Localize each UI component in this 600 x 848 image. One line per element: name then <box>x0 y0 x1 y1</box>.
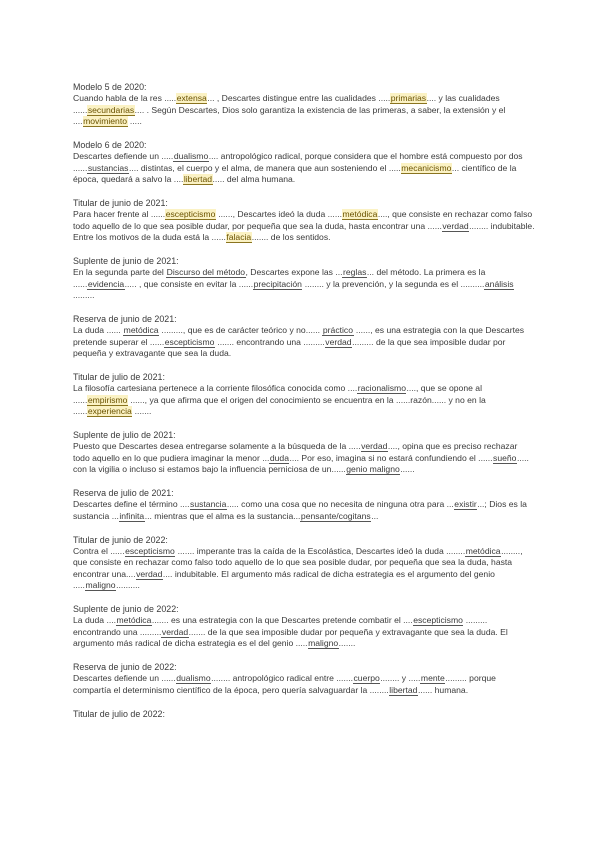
exam-question-block <box>73 662 535 696</box>
text-run: La duda ...... <box>73 325 124 336</box>
text-run: Cuando habla de la res ..... <box>73 93 177 104</box>
question-text <box>73 673 535 696</box>
text-run: ......... de la que sea imposible dudar por pequeña y extravagante que sea la duda. <box>73 336 508 359</box>
text-run: Para hacer frente al ...... <box>73 209 166 220</box>
question-heading: Reserva de julio de 2021: <box>73 488 174 499</box>
underlined-answer: verdad <box>361 441 388 452</box>
text-run: ..... , que consiste en evitar la ...... <box>124 278 254 289</box>
exam-question-block <box>73 430 535 476</box>
text-run: ..... del alma humana. <box>212 174 296 185</box>
underlined-answer: Discurso del método <box>166 267 246 278</box>
underlined-answer: metódica <box>465 546 501 557</box>
question-heading: Titular de junio de 2021: <box>73 198 168 209</box>
text-run: ... científico de la época, quedará a salvo la .... <box>73 162 519 185</box>
text-run: .... y las cualidades ...... <box>73 93 503 115</box>
underlined-answer: verdad <box>161 626 189 637</box>
text-run: En la segunda parte del <box>73 267 167 278</box>
text-run: .......... <box>116 580 140 591</box>
text-run: .... antropológico radical, porque considera que el hombre está compuesto por dos ...... <box>73 151 525 173</box>
underlined-answer: escepticismo <box>413 615 463 626</box>
underlined-answer: sustancia <box>190 499 227 510</box>
underlined-answer: mente <box>420 673 445 684</box>
question-text <box>73 615 535 649</box>
highlighted-answer: secundarias <box>87 104 135 115</box>
underlined-answer: análisis <box>484 278 514 289</box>
text-run: Descartes define el término .... <box>73 499 190 510</box>
underlined-answer: genio maligno <box>346 464 400 475</box>
exam-question-block <box>73 604 535 650</box>
underlined-answer: metódica <box>116 615 152 626</box>
underlined-answer: pensante/cogitans <box>300 510 371 521</box>
text-run: .... Por eso, imagina si no estará confundiendo el ...... <box>289 452 493 463</box>
underlined-answer: escepticismo <box>164 336 215 347</box>
highlighted-answer: primarias <box>390 93 427 104</box>
highlighted-answer: mecanicismo <box>401 162 452 173</box>
exam-question-block <box>73 314 535 360</box>
question-text <box>73 383 535 417</box>
exam-question-block <box>73 256 535 302</box>
text-run: Descartes defiende un ..... <box>73 151 174 162</box>
text-run: ......, ya que afirma que el origen del conocimiento se encuentra en la ......razón...... y no en la ...... <box>73 394 489 417</box>
text-run: ....... <box>338 638 356 649</box>
question-text <box>73 546 535 592</box>
highlighted-answer: escepticismo <box>165 209 216 220</box>
highlighted-answer: experiencia <box>87 406 132 417</box>
underlined-answer: infinita <box>119 510 145 521</box>
text-run: ........ antropológico radical entre ....... <box>211 673 353 684</box>
text-run: ..... con la vigilia o incluso si estamos bajo la influencia perniciosa de un...... <box>73 452 532 475</box>
exam-question-block <box>73 488 535 522</box>
text-run: .... indubitable. El argumento más radical de dicha estrategia es el argumento del genio ..... <box>73 568 498 591</box>
underlined-answer: sustancias <box>87 162 129 173</box>
text-run: ...., opina que es preciso rechazar todo aquello en lo que pudiera imaginar la menor ... <box>73 441 520 463</box>
highlighted-answer: libertad <box>183 174 213 185</box>
underlined-answer: racionalismo <box>357 383 406 394</box>
question-text <box>73 93 535 127</box>
text-run: ....... encontrando una ......... <box>214 336 325 347</box>
question-text <box>73 325 535 359</box>
text-run: ...., que consiste en rechazar como falso todo aquello de lo que sea posible dudar, por pequeña que sea la duda, hasta encontrar una ...... <box>73 209 535 231</box>
text-run: ... mientras que el alma es la sustancia... <box>144 510 301 521</box>
text-run: Puesto que Descartes desea entregarse solamente a la búsqueda de la ..... <box>73 441 361 452</box>
exam-question-block <box>73 140 535 186</box>
text-run: ........ indubitable. Entre los motivos de la duda está la ...... <box>73 220 537 243</box>
question-text <box>73 209 535 243</box>
question-text <box>73 151 535 185</box>
question-heading: Suplente de junio de 2021: <box>73 256 179 267</box>
text-run: ......... porque compartía el determinismo científico de la época, pero quería salvaguardar la ........ <box>73 673 499 695</box>
underlined-answer: precipitación <box>253 278 302 289</box>
text-run: ...... <box>400 464 415 475</box>
highlighted-answer: falacia <box>226 232 252 243</box>
underlined-answer: verdad <box>136 568 163 579</box>
underlined-answer: evidencia <box>87 278 125 289</box>
question-heading: Modelo 6 de 2020: <box>73 140 147 151</box>
text-run: , Descartes expone las ... <box>245 267 343 278</box>
underlined-answer: metódica <box>123 325 159 336</box>
exam-question-block <box>73 198 535 244</box>
text-run: Descartes defiende un ...... <box>73 673 176 684</box>
text-run: ... <box>371 510 379 521</box>
exam-question-block <box>73 535 535 592</box>
underlined-answer: maligno <box>85 580 116 591</box>
text-run: ....... de la que sea imposible dudar por pequeña y extravagante que sea la duda. El argumento más radical de dicha estrategia es el del genio ..... <box>73 626 511 649</box>
document-body <box>73 82 535 733</box>
highlighted-answer: metódica <box>342 209 378 220</box>
underlined-answer: verdad <box>442 220 469 231</box>
text-run: .... . Según Descartes, Dios solo garantiza la existencia de las primeras, a saber, la extensión y el .... <box>73 104 508 127</box>
text-run: ....... imperante tras la caída de la Escolástica, Descartes ideó la duda ........ <box>175 546 466 557</box>
underlined-answer: cuerpo <box>353 673 380 684</box>
question-heading: Suplente de julio de 2021: <box>73 430 176 441</box>
text-run: ........, que consiste en rechazar como falso todo aquello de lo que sea posible dudar, por pequeña que sea la duda, hasta encontrar una.... <box>73 546 525 579</box>
text-run: ........., que es de carácter teórico y no...... <box>159 325 323 336</box>
text-run: Contra el ...... <box>73 546 125 557</box>
text-run: La filosofía cartesiana pertenece a la corriente filosófica conocida como .... <box>73 383 358 394</box>
text-run: ....... de los sentidos. <box>251 232 331 243</box>
underlined-answer: dualismo <box>176 673 211 684</box>
text-run: ... del método. La primera es la ...... <box>73 267 488 289</box>
underlined-answer: duda <box>269 452 289 463</box>
highlighted-answer: empirismo <box>87 394 128 405</box>
question-text <box>73 441 535 475</box>
text-run: .... distintas, el cuerpo y el alma, de manera que aun sosteniendo el ..... <box>128 162 401 173</box>
text-run: La duda .... <box>73 615 117 626</box>
question-heading: Titular de junio de 2022: <box>73 534 168 545</box>
underlined-answer: sueño <box>493 452 517 463</box>
question-heading: Titular de julio de 2021: <box>73 372 165 383</box>
text-run: ......... <box>73 278 517 301</box>
exam-question-block <box>73 372 535 418</box>
exam-question-block <box>73 709 535 720</box>
underlined-answer: práctico <box>322 325 353 336</box>
exam-question-block <box>73 82 535 128</box>
text-run: ......, es una estrategia con la que Descartes pretende superar el ...... <box>73 325 527 347</box>
text-run: ... , Descartes distingue entre las cualidades ..... <box>207 93 391 104</box>
text-run: ....... es una estrategia con la que Descartes pretende combatir el .... <box>151 615 413 626</box>
text-run: ......, Descartes ideó la duda ...... <box>215 209 342 220</box>
text-run: ....... <box>132 406 152 417</box>
question-heading: Reserva de junio de 2022: <box>73 662 177 673</box>
question-heading: Titular de julio de 2022: <box>73 708 165 719</box>
text-run: ...... humana. <box>417 684 469 695</box>
question-heading: Reserva de junio de 2021: <box>73 314 177 325</box>
question-heading: Suplente de junio de 2022: <box>73 604 179 615</box>
question-text <box>73 499 535 522</box>
underlined-answer: escepticismo <box>125 546 175 557</box>
question-text <box>73 267 535 301</box>
text-run: ........ y la prevención, y la segunda es el .......... <box>302 278 485 289</box>
underlined-answer: dualismo <box>173 151 209 162</box>
text-run: ..... <box>127 116 142 127</box>
question-heading: Modelo 5 de 2020: <box>73 82 147 92</box>
underlined-answer: reglas <box>342 267 367 278</box>
text-run: ...; Dios es la sustancia ... <box>73 499 530 521</box>
text-run: ..... como una cosa que no necesita de ninguna otra para ... <box>226 499 454 510</box>
text-run: ...., que se opone al ...... <box>73 383 485 405</box>
text-run: ......... encontrando una ......... <box>73 615 490 637</box>
highlighted-answer: movimiento <box>83 116 128 127</box>
underlined-answer: libertad <box>389 684 418 695</box>
highlighted-answer: extensa <box>176 93 207 104</box>
text-run: ........ y ..... <box>380 673 421 684</box>
underlined-answer: existir <box>454 499 477 510</box>
underlined-answer: verdad <box>325 336 352 347</box>
underlined-answer: maligno <box>308 638 339 649</box>
